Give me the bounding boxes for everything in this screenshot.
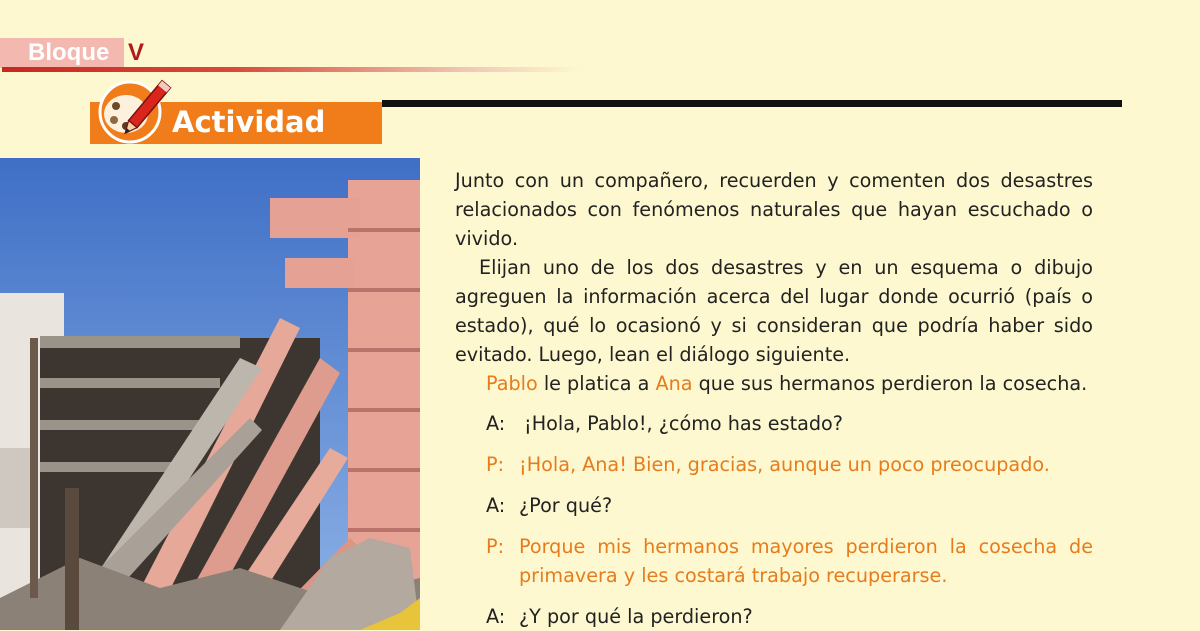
dialogue	[455, 409, 1093, 631]
dialogue-speaker: A:	[486, 494, 506, 517]
paragraph-1: Junto con un compañero, recuerden y comenten dos desastres relacionados con fenómenos naturales que hayan escuchado o vivido.	[455, 169, 1093, 250]
paragraph-2: Elijan uno de los dos desastres y en un esquema o dibujo agreguen la información acerca del lugar donde ocurrió (país o estado), qué lo ocasionó y si consideran que podría haber sido evitado. Luego, lean el diálogo siguiente.	[455, 256, 1093, 366]
pencil-palette-icon	[94, 76, 174, 148]
dialogue-intro	[455, 369, 1093, 398]
dialogue-line	[486, 409, 1093, 438]
collapsed-building-photo	[0, 158, 420, 630]
dialogue-speaker: P:	[486, 453, 505, 476]
dialogue-line	[486, 602, 1093, 631]
intro-name-pablo: Pablo	[486, 372, 538, 395]
dialogue-text: ¡Hola, Pablo!, ¿cómo has estado?	[524, 412, 843, 435]
bloque-divider	[2, 67, 580, 72]
intro-text-middle: le platica a	[537, 372, 656, 395]
intro-text-end: que sus hermanos perdieron la cosecha.	[692, 372, 1088, 395]
dialogue-speaker: P:	[486, 535, 505, 558]
intro-name-ana: Ana	[655, 372, 693, 395]
dialogue-text: Porque mis hermanos mayores perdieron la cosecha de primavera y les costará trabajo recuperarse.	[519, 535, 1093, 587]
dialogue-text: ¿Por qué?	[519, 494, 613, 517]
dialogue-speaker: A:	[486, 412, 506, 435]
activity-title: Actividad	[172, 105, 326, 139]
bloque-label: Bloque	[28, 39, 110, 66]
activity-header	[90, 76, 1122, 148]
activity-divider	[382, 100, 1122, 107]
dialogue-line	[486, 450, 1093, 479]
dialogue-line	[486, 532, 1093, 590]
dialogue-text: ¿Y por qué la perdieron?	[519, 605, 753, 628]
dialogue-speaker: A:	[486, 605, 506, 628]
bloque-number: V	[128, 39, 145, 66]
bloque-label-box	[0, 38, 124, 68]
dialogue-text: ¡Hola, Ana! Bien, gracias, aunque un poco preocupado.	[519, 453, 1050, 476]
bloque-header	[0, 38, 580, 72]
activity-text	[455, 166, 1093, 631]
dialogue-line	[486, 491, 1093, 520]
